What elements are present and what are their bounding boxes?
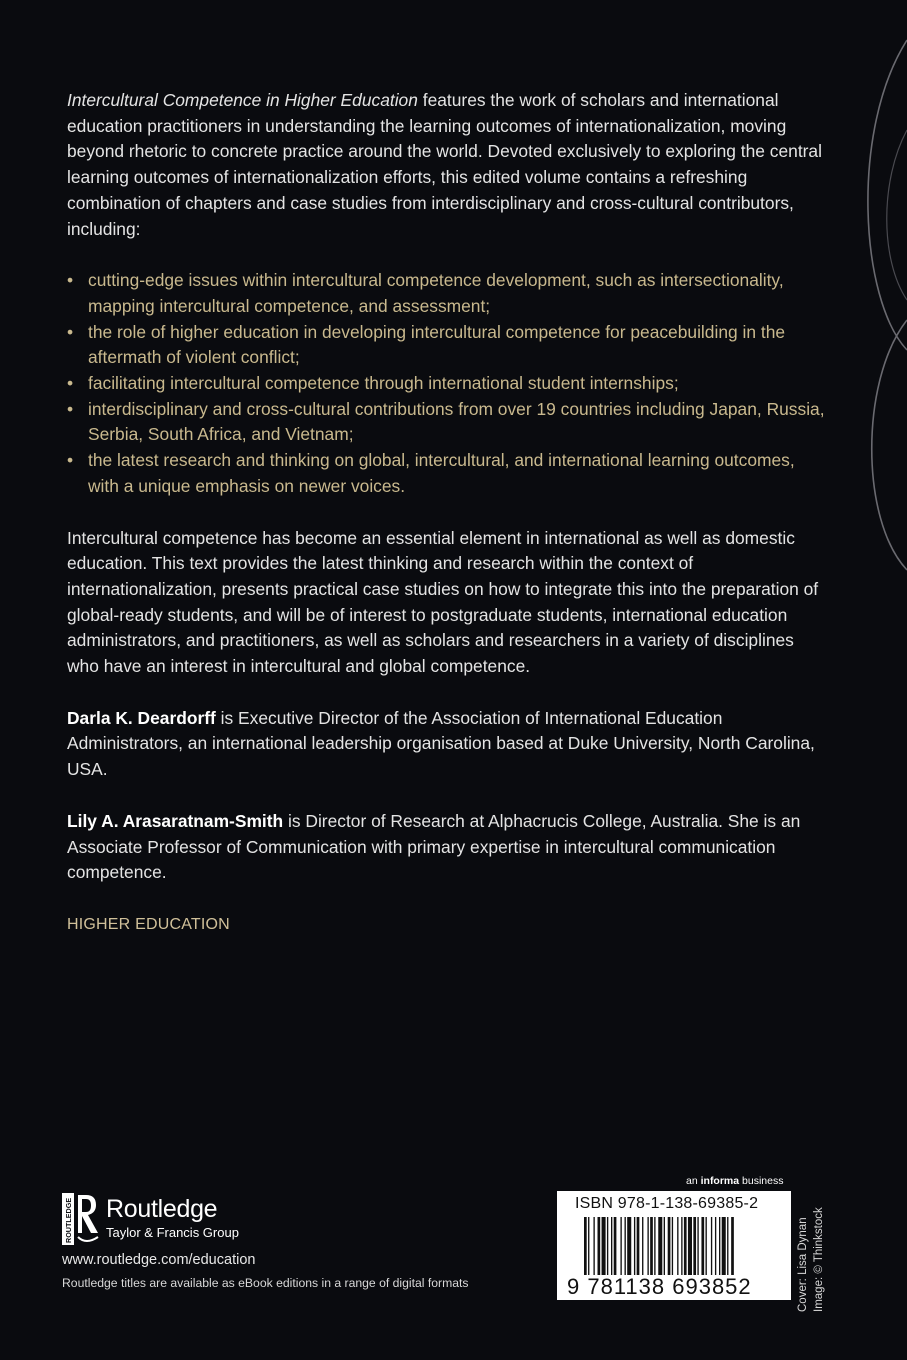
publisher-name: Routledge [106, 1195, 218, 1223]
publisher-group: Taylor & Francis Group [106, 1225, 239, 1240]
intro-text: features the work of scholars and international education practitioners in understanding the learning outcomes of internationalization, moving beyond rhetoric to concrete practice around the world. Devoted exclusively to exploring the central learning outcomes of internationalization efforts, this edited volume contains a refreshing combination of chapters and case studies from interdisciplinary and cross-cultural contributors, including: [67, 90, 822, 239]
barcode [557, 1191, 791, 1300]
informa-suffix: business [739, 1175, 784, 1187]
author-bio-text: is Executive Director of the Association of International Education Administrators, an international leadership organisation based at Duke University, North Carolina, USA. [67, 707, 815, 780]
author-bio-text: is Director of Research at Alphacrucis College, Australia. She is an Associate Professor of Communication with primary expertise in intercultural communication competence. [67, 810, 801, 883]
feature-list [67, 268, 827, 499]
ebook-note: Routledge titles are available as eBook editions in a range of digital formats [62, 1276, 469, 1290]
list-item: • the role of higher education in developing intercultural competence for peacebuilding in the aftermath of violent conflict; [67, 320, 827, 371]
barcode-number: 9 781138 693852 [567, 1274, 752, 1299]
author-name: Darla K. Deardorff [67, 707, 216, 728]
book-title: Intercultural Competence in Higher Education [67, 90, 418, 110]
author-bio [67, 809, 827, 886]
subject-category: HIGHER EDUCATION [67, 915, 230, 933]
cover-credit: Cover: Lisa Dynan [797, 1217, 809, 1312]
author-name: Lily A. Arasaratnam-Smith [67, 810, 284, 831]
list-item: • cutting-edge issues within intercultural competence development, such as intersectionality, mapping intercultural competence, and assessment; [67, 268, 827, 319]
logo-vertical-text: ROUTLEDGE [63, 1197, 73, 1243]
isbn-text: ISBN 978-1-138-69385-2 [575, 1195, 759, 1212]
publisher-url[interactable]: www.routledge.com/education [62, 1252, 256, 1268]
author-bio [67, 706, 827, 783]
intro-paragraph [67, 88, 827, 242]
barcode-bars-icon [584, 1217, 778, 1275]
list-item: • facilitating intercultural competence through international student internships; [67, 371, 827, 397]
informa-prefix: an [686, 1175, 701, 1187]
image-credit: Image: © Thinkstock [813, 1207, 825, 1312]
description-paragraph: Intercultural competence has become an essential element in international as well as domestic education. This text provides the latest thinking and research within the context of internationalization, presents practical case studies on how to integrate this into the preparation of global-ready students, and will be of interest to postgraduate students, international education administrators, and practitioners, as well as scholars and researchers in a variety of disciplines who have an interest in intercultural and global competence. [67, 527, 819, 677]
informa-brand: informa [700, 1175, 740, 1187]
list-item: • the latest research and thinking on global, intercultural, and international learning outcomes, with a unique emphasis on newer voices. [67, 448, 827, 499]
publisher-logo [62, 1193, 262, 1245]
list-item: • interdisciplinary and cross-cultural contributions from over 19 countries including Japan, Russia, Serbia, South Africa, and Vietnam; [67, 397, 827, 448]
back-cover-text [67, 88, 827, 938]
informa-tagline [686, 1175, 783, 1187]
routledge-logo-icon [62, 1193, 100, 1245]
